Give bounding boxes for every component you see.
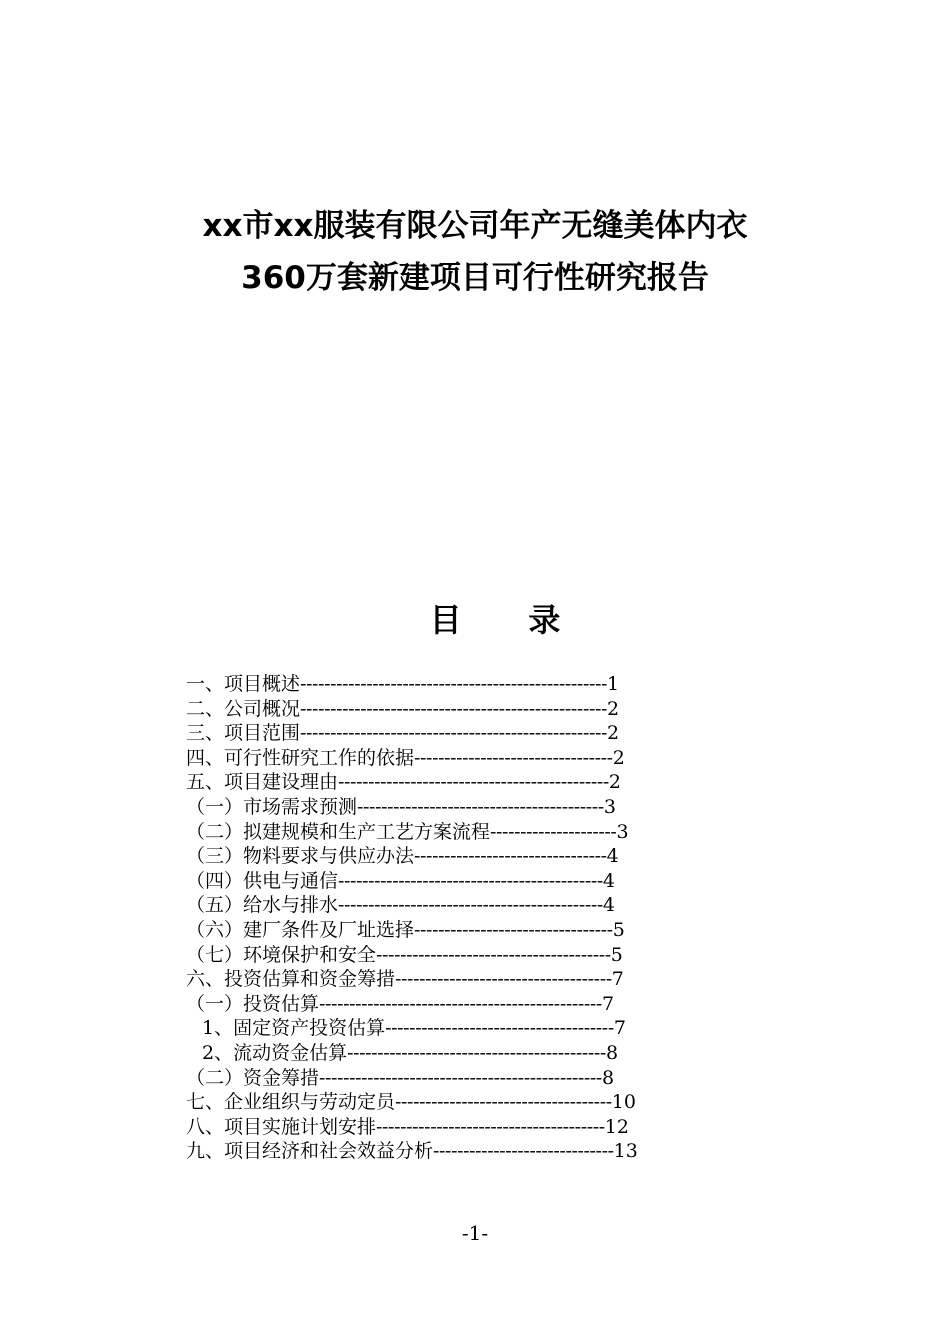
toc-entry-page: 4 [606, 845, 619, 868]
toc-entry [186, 1090, 746, 1115]
toc-entry [186, 746, 746, 771]
toc-entry-title: 一、项目概述 [186, 673, 301, 695]
toc-entry-page: 10 [611, 1091, 636, 1114]
toc-entry-leader: -------------------------------------------- [338, 869, 603, 892]
toc-entry-leader: ------------------------------------ [395, 968, 612, 991]
toc-entry [186, 1041, 746, 1066]
toc-entry [186, 770, 746, 795]
toc-entry [186, 918, 746, 943]
toc-entry-page: 5 [612, 918, 625, 941]
toc-entry-leader: --------------------------------------------------- [300, 722, 608, 745]
toc-entry-leader: --------------------------------- [414, 918, 613, 941]
toc-entry [186, 1016, 746, 1041]
toc-entry-page: 4 [602, 894, 615, 917]
report-title-line-1: xx市xx服装有限公司年产无缝美体内衣 [202, 208, 748, 244]
toc-entry-title: （四）供电与通信 [186, 869, 339, 892]
toc-entry-title: （二）资金筹措 [186, 1066, 320, 1089]
toc-entry [186, 820, 746, 845]
toc-entry [186, 992, 746, 1017]
toc-entry [186, 1066, 746, 1091]
toc-entry-leader: --------------------------------- [414, 746, 613, 769]
toc-entry-title: （七）环境保护和安全 [186, 943, 377, 966]
toc-entry-leader: -------------------------------------------- [338, 894, 603, 917]
toc-entry-leader: ----------------------------------------------- [319, 992, 602, 1015]
toc-entry [186, 893, 746, 918]
toc-entry-title: （六）建厂条件及厂址选择 [186, 918, 415, 941]
toc-entry-page: 4 [602, 869, 615, 892]
toc-entry-title: 六、投资估算和资金筹措 [186, 968, 396, 991]
toc-entry-page: 2 [607, 697, 620, 720]
toc-entry-title: 四、可行性研究工作的依据 [186, 746, 415, 769]
page-number: -1- [461, 1221, 489, 1245]
toc-entry [186, 1139, 746, 1164]
toc-entry-leader: -------------------------------------- [385, 1017, 614, 1040]
toc-entry-leader: ------------------------------------------- [347, 1041, 606, 1064]
toc-entry-page: 8 [605, 1041, 619, 1064]
toc-entry-leader: ----------------------------------------------- [319, 1066, 602, 1089]
toc-entry [186, 869, 746, 894]
toc-entry-title: （一）投资估算 [186, 992, 320, 1015]
toc-entry-leader: --------------------- [490, 820, 617, 843]
toc-entry-leader: -------------------------------------- [376, 1115, 605, 1138]
toc-entry-title: （一）市场需求预测 [186, 795, 358, 818]
toc-entry-page: 2 [612, 746, 625, 769]
toc-entry-title: 七、企业组织与劳动定员 [186, 1091, 396, 1114]
report-title-line-2: 360万套新建项目可行性研究报告 [241, 260, 709, 296]
toc-entry-title: 九、项目经济和社会效益分析 [186, 1140, 434, 1163]
toc-entry-page: 7 [601, 992, 615, 1015]
toc-entry [186, 967, 746, 992]
toc-entry-title: （二）拟建规模和生产工艺方案流程 [186, 820, 491, 843]
toc-entry-page: 7 [613, 1017, 626, 1040]
toc-entry-leader: ----------------------------------------- [357, 795, 604, 818]
toc-entry-leader: --------------------------------------- [376, 943, 611, 966]
toc-entry-page: 12 [604, 1115, 629, 1138]
toc-entry [186, 795, 746, 820]
toc-entry-title: 三、项目范围 [186, 722, 301, 745]
toc-entry-title: 1、固定资产投资估算 [202, 1017, 386, 1040]
toc-entry-page: 1 [607, 673, 620, 695]
toc-entry-leader: ------------------------------------ [395, 1091, 612, 1114]
toc-entry-leader: --------------------------------------------------- [300, 697, 608, 720]
toc-entry-page: 5 [610, 943, 623, 966]
toc-entry-page: 3 [616, 820, 629, 843]
toc-entry-title: 2、流动资金估算 [202, 1041, 348, 1064]
toc-entry-leader: ------------------------------ [433, 1140, 614, 1163]
toc-entry-page: 8 [601, 1066, 615, 1089]
toc-entry-page: 13 [613, 1140, 638, 1163]
toc-entry [186, 1115, 746, 1140]
toc-entry-title: （三）物料要求与供应办法 [186, 845, 415, 868]
report-title [0, 200, 950, 304]
toc-entry-page: 2 [607, 722, 620, 745]
toc-entry-title: 五、项目建设理由 [186, 771, 339, 794]
toc-entry-title: 八、项目实施计划安排 [186, 1115, 377, 1138]
toc-heading: 目 录 [429, 601, 561, 639]
toc-entry [186, 721, 746, 746]
toc-entry [186, 672, 746, 697]
toc-entry-leader: --------------------------------------------- [338, 771, 609, 794]
toc-entry-page: 7 [611, 968, 624, 991]
toc-entry-leader: -------------------------------- [414, 845, 607, 868]
toc-entry-title: （五）给水与排水 [186, 894, 339, 917]
toc-entry-title: 二、公司概况 [186, 697, 301, 720]
toc-entry [186, 697, 746, 722]
toc-entry-leader: --------------------------------------------------- [300, 673, 608, 695]
toc-entry-page: 2 [608, 771, 622, 794]
table-of-contents [186, 672, 746, 1164]
toc-entry [186, 844, 746, 869]
toc-entry-page: 3 [603, 795, 616, 818]
toc-entry [186, 943, 746, 968]
